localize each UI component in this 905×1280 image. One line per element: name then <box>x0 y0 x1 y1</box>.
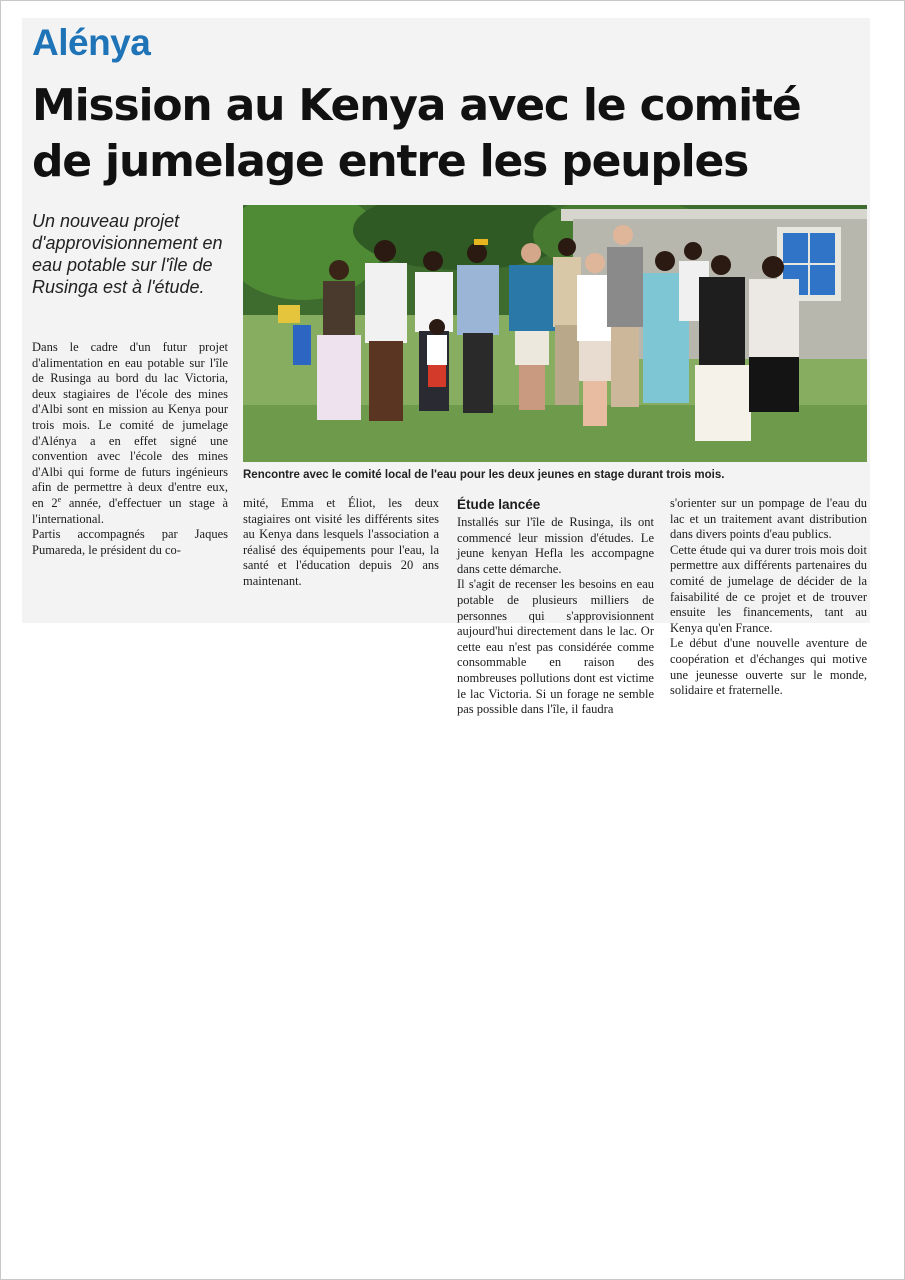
photo-caption: Rencontre avec le comité local de l'eau pour les deux jeunes en stage durant trois mois. <box>243 469 725 481</box>
paragraph-installation: Installés sur l'île de Rusinga, ils ont commencé leur mission d'études. Le jeune kenyan Hefla les accompagne dans cette démarche. <box>457 515 654 576</box>
paragraph-study: Cette étude qui va durer trois mois doit permettre aux différents partenaires du comité de jumelage de décider de la faisabilité de ce projet et de trouver ensuite les financements, tant au Kenya qu'en France. <box>670 542 867 635</box>
paragraph-intro-text-end: année, d'effectuer un stage à l'international. <box>32 495 228 526</box>
article-headline: Mission au Kenya avec le comité de jumelage entre les peuples <box>32 80 801 187</box>
group-photo-illustration <box>243 205 867 462</box>
paragraph-intro-text: Dans le cadre d'un futur projet d'alimentation en eau potable sur l'île de Rusinga au bord du lac Victoria, deux stagiaires de l'école des mines d'Albi sont en mission au Kenya pour trois mois. Le comité de jumelage d'Alénya a en effet signé une convention avec l'école des mines d'Albi qui forme de futurs ingénieurs afin de permettre à deux d'entre eux, en 2 <box>32 340 228 510</box>
paragraph-visit-start: Partis accompagnés par Jaques Pumareda, le président du co- <box>32 527 228 557</box>
body-column-2 <box>243 496 439 590</box>
paragraph-intro <box>32 340 228 527</box>
paragraph-visit-end: mité, Emma et Éliot, les deux stagiaires ont visité les différents sites au Kenya dans lesquels l'association a réalisé des équipements pour l'eau, la santé et l'éducation depuis 20 ans maintenant. <box>243 496 439 588</box>
ordinal-superscript: e <box>57 494 62 504</box>
group-photo <box>243 205 867 462</box>
article-lead: Un nouveau projet d'approvisionnement en eau potable sur l'île de Rusinga est à l'étude. <box>32 211 223 297</box>
paragraph-needs-end: s'orienter sur un pompage de l'eau du lac et un traitement avant distribution dans divers points d'eau publics. <box>670 496 867 542</box>
paragraph-conclusion: Le début d'une nouvelle aventure de coopération et d'échanges qui motive une jeunesse ouverte sur le monde, solidaire et fraternelle. <box>670 636 867 698</box>
paragraph-needs-start: Il s'agit de recenser les besoins en eau potable de plusieurs milliers de personnes qui s'approvisionnent aujourd'hui directement dans le lac. Or cette eau n'est pas considérée comme consommable en raison des nombreuses pollutions dont est victime le lac Victoria. Si un forage ne semble pas possible dans l'île, il faudra <box>457 577 654 717</box>
section-subhead: Étude lancée <box>457 497 541 512</box>
body-column-4 <box>670 496 867 699</box>
body-column-1 <box>32 340 228 558</box>
body-column-3 <box>457 496 654 718</box>
chair-icon <box>293 325 311 365</box>
kicker-location: Alénya <box>32 22 151 63</box>
chair-icon <box>278 305 300 323</box>
